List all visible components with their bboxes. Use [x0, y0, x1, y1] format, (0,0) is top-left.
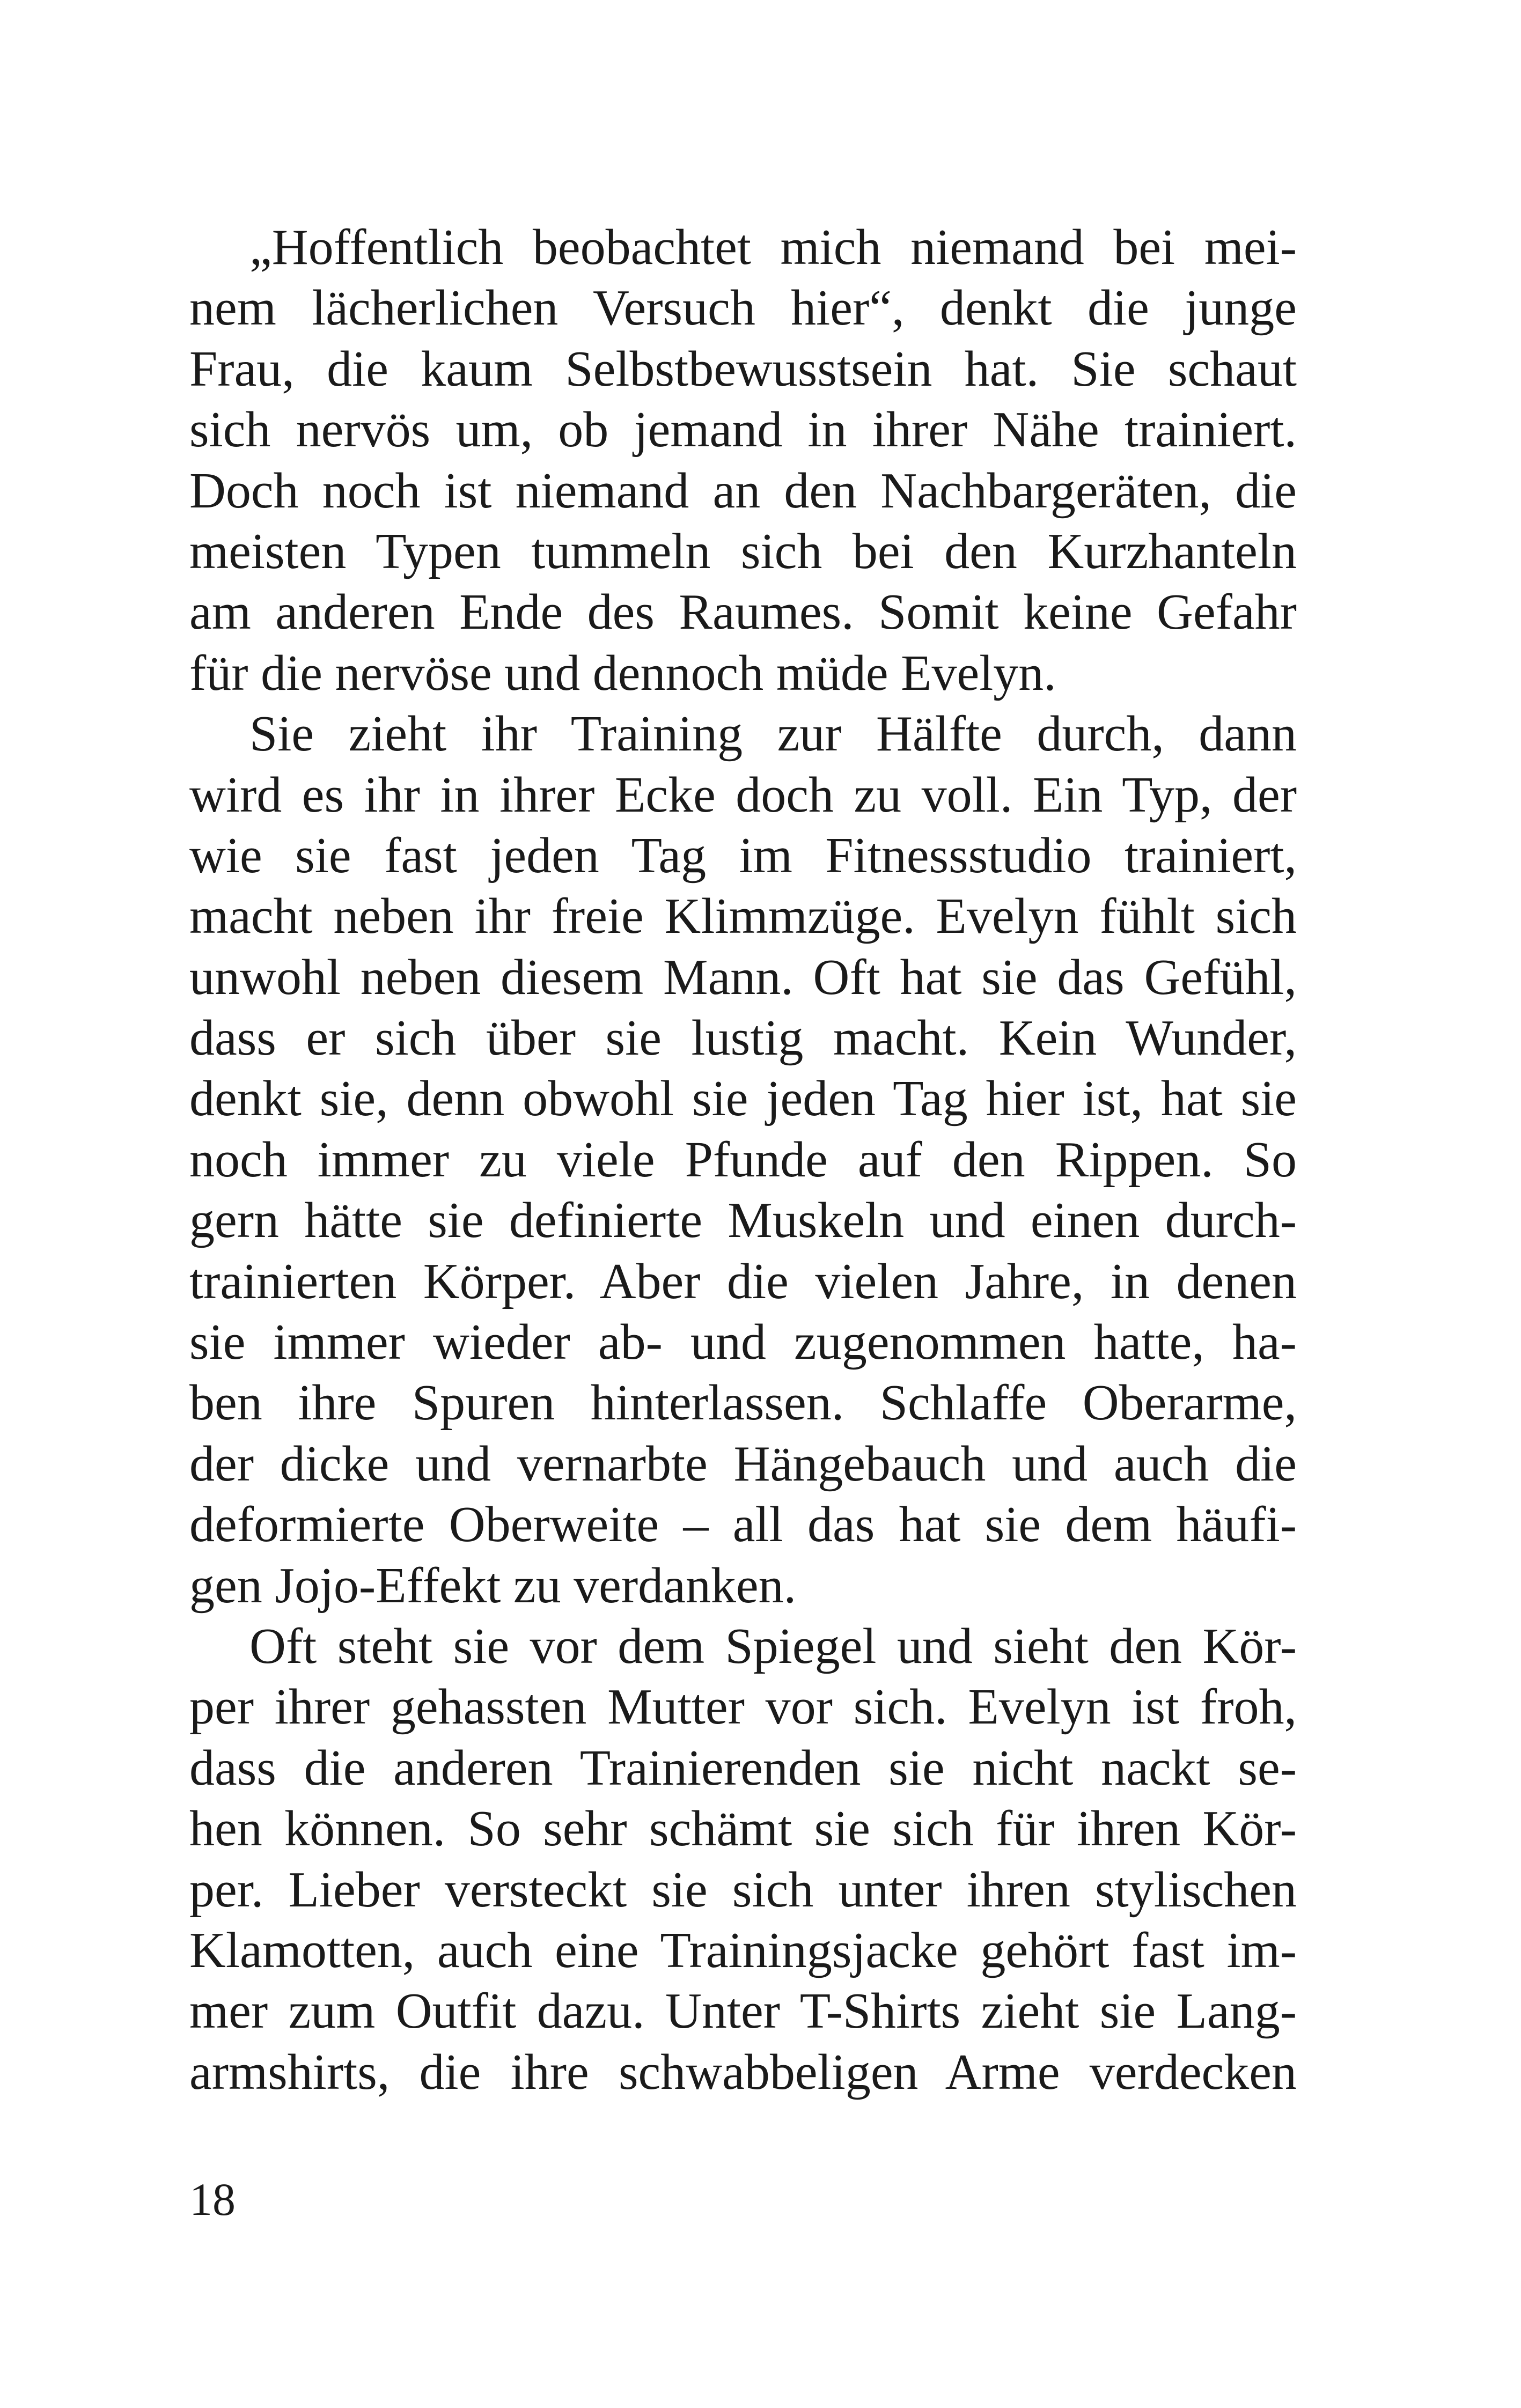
- paragraph-2: [189, 704, 1297, 1616]
- text-line: noch immer zu viele Pfunde auf den Rippen. So: [189, 1131, 1297, 1188]
- paragraph-3: [189, 1616, 1297, 2103]
- text-line: trainierten Körper. Aber die vielen Jahre, in denen: [189, 1253, 1297, 1309]
- text-line: gern hätte sie definierte Muskeln und einen durch-: [189, 1192, 1297, 1249]
- text-line: Oft steht sie vor dem Spiegel und sieht den Kör-: [249, 1618, 1297, 1674]
- text-line: sich nervös um, ob jemand in ihrer Nähe trainiert.: [189, 402, 1297, 458]
- text-line: Sie zieht ihr Training zur Hälfte durch, dann: [249, 706, 1297, 762]
- text-line: per ihrer gehassten Mutter vor sich. Evelyn ist froh,: [189, 1679, 1297, 1735]
- paragraph-1: [189, 217, 1297, 704]
- text-line: per. Lieber versteckt sie sich unter ihren stylischen: [189, 1861, 1297, 1918]
- text-line: deformierte Oberweite – all das hat sie dem häufi-: [189, 1497, 1297, 1553]
- text-line: meisten Typen tummeln sich bei den Kurzhanteln: [189, 523, 1297, 579]
- text-line: unwohl neben diesem Mann. Oft hat sie das Gefühl,: [189, 949, 1297, 1005]
- text-line: wie sie fast jeden Tag im Fitnessstudio trainiert,: [189, 827, 1297, 883]
- text-line: hen können. So sehr schämt sie sich für ihren Kör-: [189, 1801, 1297, 1857]
- text-line: gen Jojo-Effekt zu verdanken.: [189, 1557, 797, 1614]
- text-line: sie immer wieder ab- und zugenommen hatte, ha-: [189, 1314, 1297, 1371]
- text-line: mer zum Outfit dazu. Unter T-Shirts zieht sie Lang-: [189, 1983, 1297, 2039]
- text-line: der dicke und vernarbte Hängebauch und auch die: [189, 1435, 1297, 1492]
- text-line: ben ihre Spuren hinterlassen. Schlaffe Oberarme,: [189, 1375, 1297, 1431]
- text-line: am anderen Ende des Raumes. Somit keine Gefahr: [189, 584, 1297, 640]
- text-line: wird es ihr in ihrer Ecke doch zu voll. Ein Typ, der: [189, 767, 1297, 823]
- text-line: Frau, die kaum Selbstbewusstsein hat. Sie schaut: [189, 341, 1297, 397]
- text-line: nem lächerlichen Versuch hier“, denkt die junge: [189, 280, 1297, 336]
- text-line: Doch noch ist niemand an den Nachbargeräten, die: [189, 462, 1297, 519]
- text-line: macht neben ihr freie Klimmzüge. Evelyn fühlt sich: [189, 888, 1297, 945]
- text-line: armshirts, die ihre schwabbeligen Arme verdecken: [189, 2044, 1297, 2100]
- text-line: dass er sich über sie lustig macht. Kein Wunder,: [189, 1010, 1297, 1066]
- text-line: „Hoffentlich beobachtet mich niemand bei mei-: [249, 219, 1297, 275]
- text-line: Klamotten, auch eine Trainingsjacke gehört fast im-: [189, 1922, 1297, 1978]
- body-text: [189, 217, 1297, 2103]
- page-number: 18: [189, 2174, 236, 2225]
- text-line: für die nervöse und dennoch müde Evelyn.: [189, 645, 1056, 701]
- text-line: denkt sie, denn obwohl sie jeden Tag hier ist, hat sie: [189, 1071, 1297, 1127]
- text-line: dass die anderen Trainierenden sie nicht nackt se-: [189, 1740, 1297, 1796]
